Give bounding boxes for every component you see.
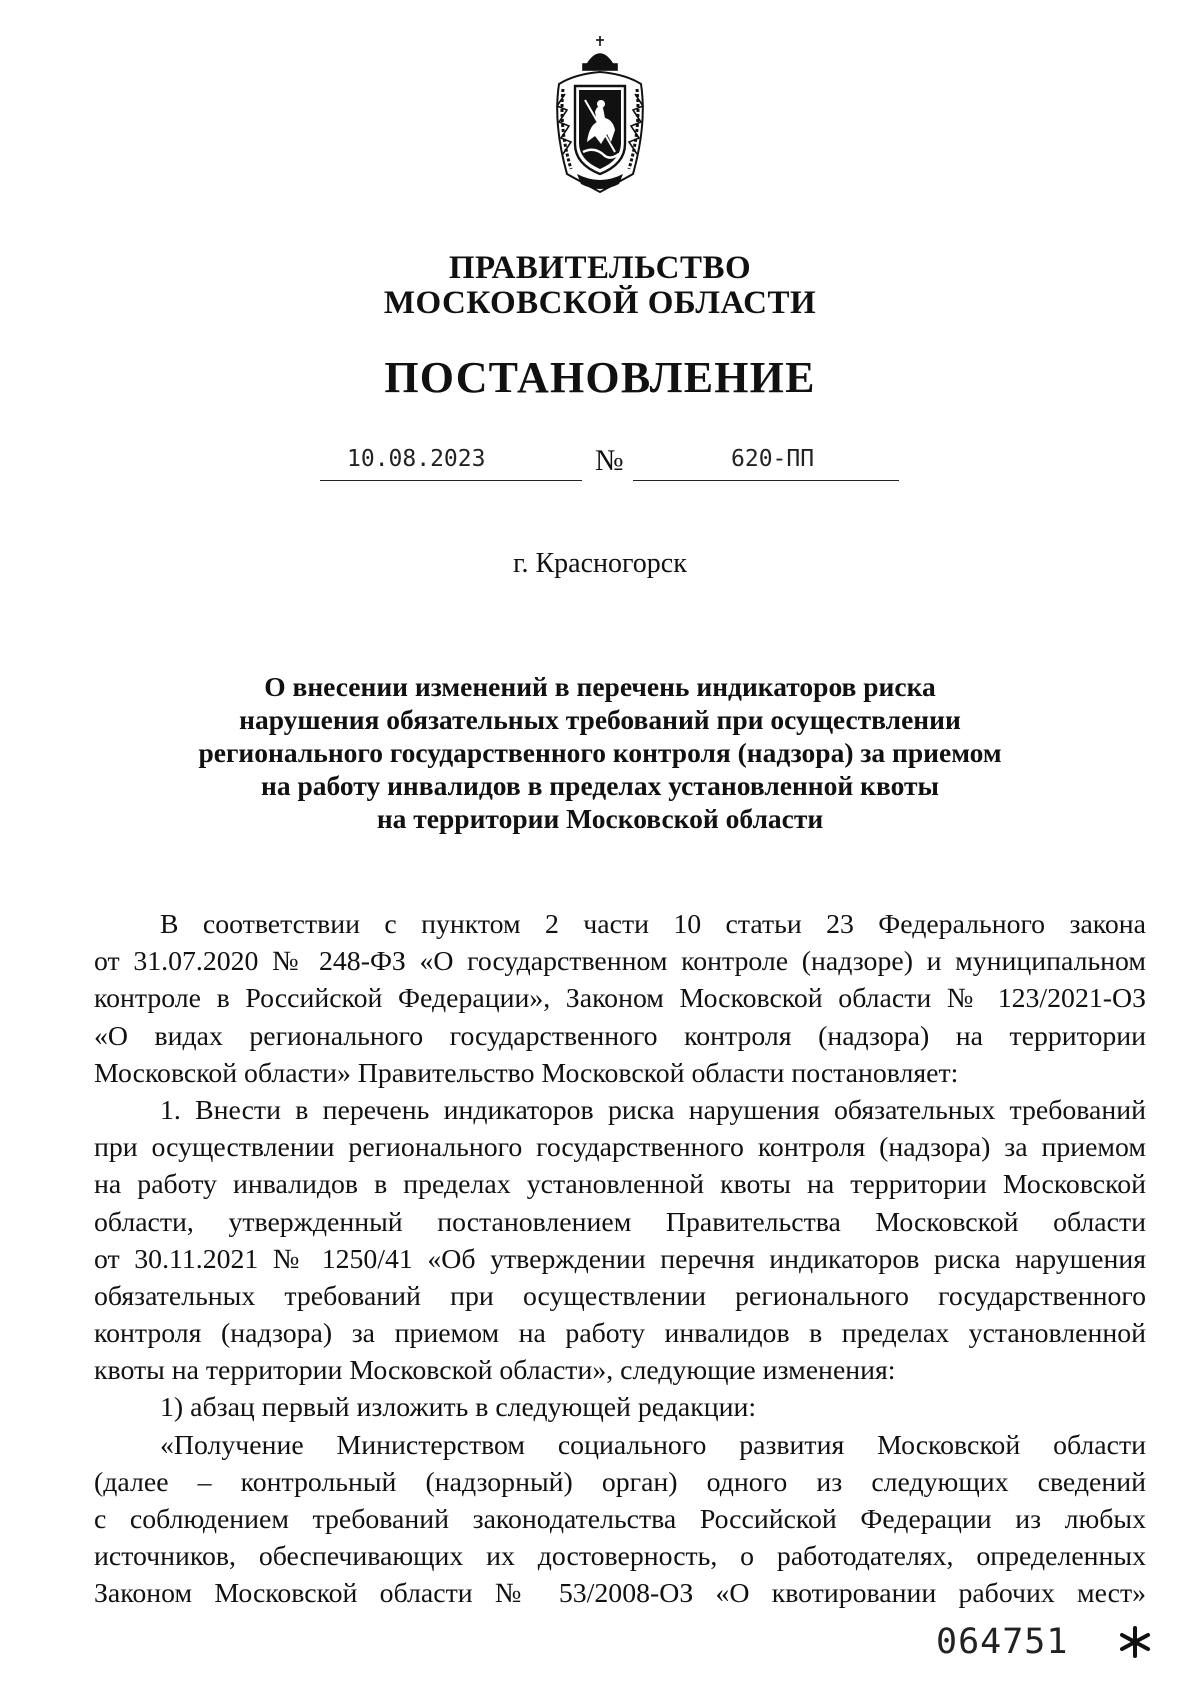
title-line: на территории Московской области [376, 803, 824, 834]
organization-name-line2: МОСКОВСКОЙ ОБЛАСТИ [383, 285, 817, 321]
body-line: обязательных требований при осуществлении регионального государственного [94, 1280, 1146, 1312]
body-line: квоты на территории Московской области», следующие изменения: [94, 1355, 896, 1387]
body-line: В соответствии с пунктом 2 части 10 статьи 23 Федерального закона [160, 909, 1146, 940]
document-type-heading: ПОСТАНОВЛЕНИЕ [384, 353, 816, 402]
body-line: 1) абзац первый изложить в следующей редакции: [160, 1392, 757, 1424]
body-line: контроля (надзора) за приемом на работу инвалидов в пределах установленной [94, 1318, 1146, 1350]
title-line: регионального государственного контроля (надзора) за приемом [198, 737, 1002, 768]
city-name: г. Красногорск [513, 548, 687, 579]
asterisk-star-icon [1118, 1625, 1152, 1659]
body-line: Московской области» Правительство Московской области постановляет: [94, 1057, 959, 1089]
body-line: «О видах регионального государственного контроля (надзора) на территории [94, 1020, 1146, 1052]
number-sign: № [595, 444, 624, 477]
document-title [150, 670, 1050, 835]
document-date: 10.08.2023 [347, 446, 486, 472]
body-line: с соблюдением требований законодательства Российской Федерации из любых [94, 1504, 1146, 1535]
body-line: (далее – контрольный (надзорный) орган) одного из следующих сведений [94, 1466, 1146, 1498]
title-line: на работу инвалидов в пределах установленной квоты [261, 770, 939, 801]
body-line: контроле в Российской Федерации», Законом Московской области № 123/2021-ОЗ [94, 983, 1146, 1015]
date-field [320, 448, 582, 481]
title-line: нарушения обязательных требований при осуществлении [239, 704, 961, 735]
document-body [94, 906, 1146, 1613]
body-line: 1. Внести в перечень индикаторов риска нарушения обязательных требований [160, 1094, 1146, 1126]
serial-number: 064751 [936, 1622, 1069, 1662]
body-line: на работу инвалидов в пределах установленной квоты на территории Московской [94, 1169, 1146, 1201]
body-line: источников, обеспечивающих их достоверность, о работодателях, определенных [94, 1541, 1146, 1573]
body-line: области, утвержденный постановлением Правительства Московской области [94, 1206, 1146, 1238]
document-number: 620-ПП [731, 446, 815, 472]
title-line: О внесении изменений в перечень индикаторов риска [264, 671, 936, 702]
body-line: от 31.07.2020 № 248-ФЗ «О государственном контроле (надзоре) и муниципальном [94, 946, 1146, 978]
body-line: «Получение Министерством социального развития Московской области [160, 1429, 1146, 1461]
number-field [633, 448, 899, 481]
organization-name-line1: ПРАВИТЕЛЬСТВО [448, 250, 752, 286]
body-line: от 30.11.2021 № 1250/41 «Об утверждении перечня индикаторов риска нарушения [94, 1243, 1146, 1275]
coat-of-arms-icon [545, 34, 655, 196]
body-line: Законом Московской области № 53/2008-ОЗ «О квотировании рабочих мест» [94, 1578, 1146, 1610]
body-line: при осуществлении регионального государственного контроля (надзора) за приемом [94, 1132, 1146, 1164]
